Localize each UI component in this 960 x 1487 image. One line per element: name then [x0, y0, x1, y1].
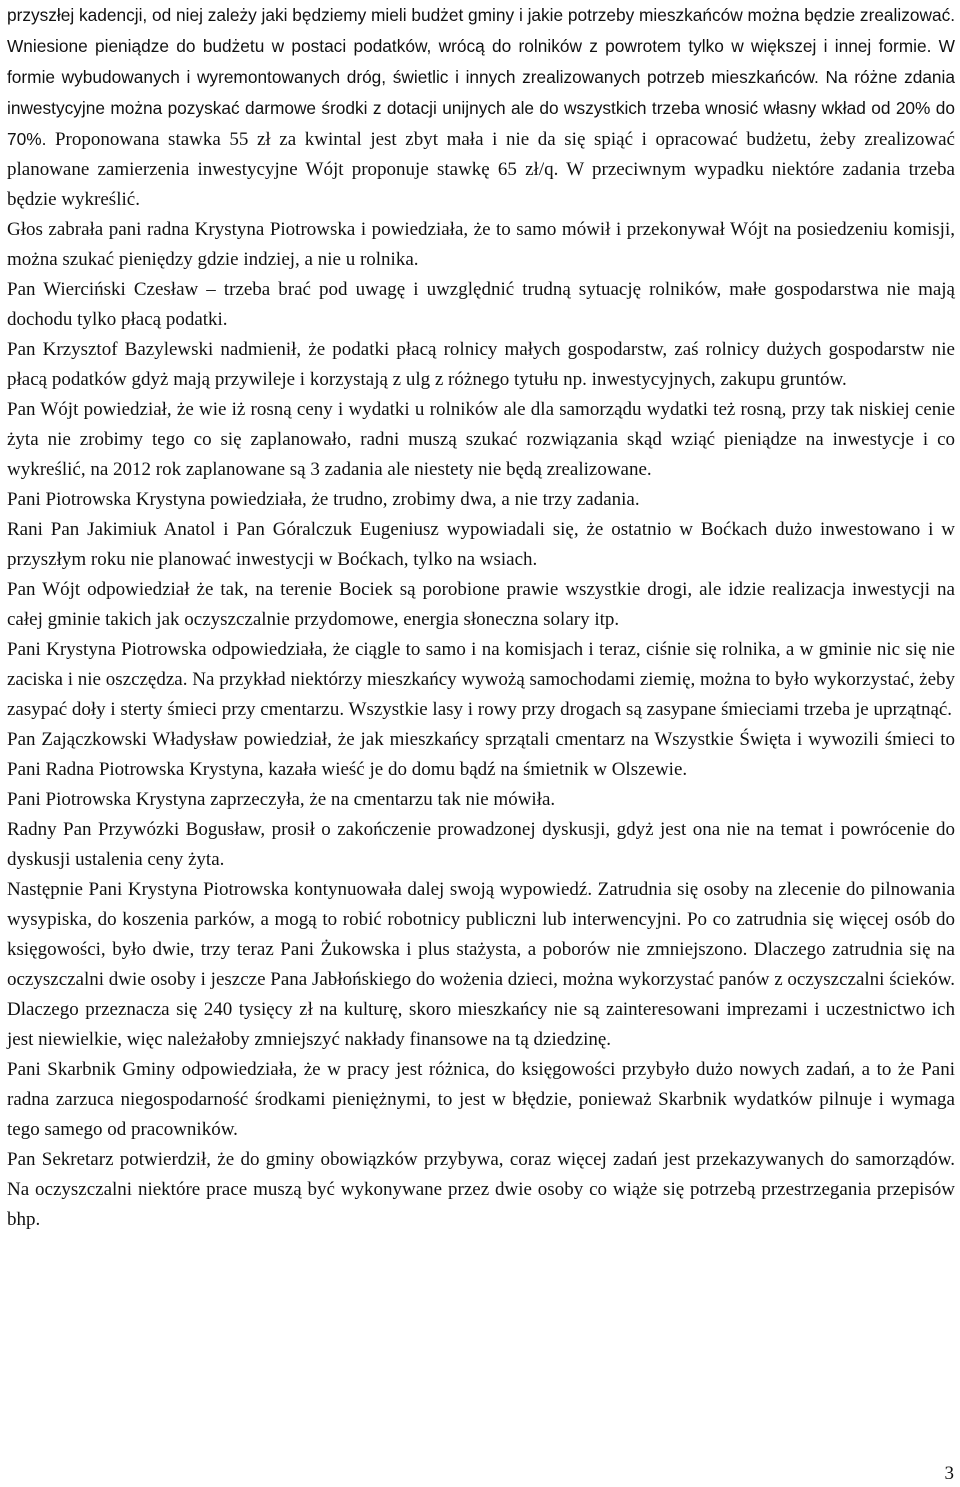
paragraph-11: Pani Piotrowska Krystyna zaprzeczyła, że na cmentarzu tak nie mówiła. [7, 789, 556, 810]
paragraph-8: Pan Wójt odpowiedział że tak, na terenie Bociek są porobione prawie wszystkie drogi, ale idzie realizacja inwestycji na całej gminie takich jak oczyszczalnie przydomowe, energia słoneczna solary itp. [7, 579, 955, 630]
paragraph-9: Pani Krystyna Piotrowska odpowiedziała, że ciągle to samo i na komisjach i teraz, ciśnie się rolnika, a w gminie nic się nie zaciska i nie oszczędza. Na przykład niektórzy mieszkańcy wywożą samochodami ziemię, można to było wykorzystać, żeby zasypać doły i sterty śmieci przy cmentarzu. Wszystkie lasy i rowy przy drogach są zasypane śmieciami trzeba je uprzątnąć. [7, 639, 955, 720]
paragraph-5: Pan Wójt powiedział, że wie iż rosną ceny i wydatki u rolników ale dla samorządu wydatki też rosną, przy tak niskiej cenie żyta nie zrobimy tego co się zaplanowało, radni muszą szukać rozwiązania skąd wziąć pieniądze na inwestycje i co wykreślić, na 2012 rok zaplanowane są 3 zadania ale niestety nie będą zrealizowane. [7, 399, 955, 480]
paragraph-12: Radny Pan Przywózki Bogusław, prosił o zakończenie prowadzonej dyskusji, gdyż jest ona nie na temat i powrócenie do dyskusji ustalenia ceny żyta. [7, 819, 955, 870]
paragraph-7: Rani Pan Jakimiuk Anatol i Pan Góralczuk Eugeniusz wypowiadali się, że ostatnio w Boćkach dużo inwestowano i w przyszłym roku nie planować inwestycji w Boćkach, tylko na wsiach. [7, 519, 955, 570]
paragraph-1-part-2: Proponowana stawka 55 zł za kwintal jest zbyt mała i nie da się spiąć i opracować budżetu, żeby zrealizować planowane zamierzenia inwestycyjne Wójt proponuje stawkę 65 zł/q. W przeciwnym wypadku niektóre zadania trzeba będzie wykreślić. [7, 129, 955, 210]
paragraph-3: Pan Wierciński Czesław – trzeba brać pod uwagę i uwzględnić trudną sytuację rolników, małe gospodarstwa nie mają dochodu tylko płacą podatki. [7, 279, 955, 330]
paragraph-13: Następnie Pani Krystyna Piotrowska kontynuowała dalej swoją wypowiedź. Zatrudnia się osoby na zlecenie do pilnowania wysypiska, do koszenia parków, a mogą to robić robotnicy publiczni lub interwencyjni. Po co zatrudnia się więcej osób do księgowości, było dwie, trzy teraz Pani Żukowska i plus stażysta, a poborów nie zmniejszono. Dlaczego zatrudnia się na oczyszczalni dwie osoby i jeszcze Pana Jabłońskiego do wożenia dzieci, można wykorzystać panów z oczyszczalni ścieków. Dlaczego przeznacza się 240 tysięcy zł na kulturę, skoro mieszkańcy nie są zainteresowani imprezami i uczestnictwo ich jest niewielkie, więc należałoby zmniejszyć nakłady finansowe na tą dziedzinę. [7, 879, 955, 1050]
paragraph-2: Głos zabrała pani radna Krystyna Piotrowska i powiedziała, że to samo mówił i przekonywał Wójt na posiedzeniu komisji, można szukać pieniędzy gdzie indziej, a nie u rolnika. [7, 219, 955, 270]
paragraph-10: Pan Zajączkowski Władysław powiedział, że jak mieszkańcy sprzątali cmentarz na Wszystkie Święta i wywozili śmieci to Pani Radna Piotrowska Krystyna, kazała wieść je do domu bądź na śmietnik w Olszewie. [7, 729, 955, 780]
paragraph-1-part-1: przyszłej kadencji, od niej zależy jaki będziemy mieli budżet gminy i jakie potrzeby mieszkańców można będzie zrealizować. Wniesione pieniądze do budżetu w postaci podatków, wrócą do rolników z powrotem tylko w większej i innej formie. W formie wybudowanych i wyremontowanych dróg, świetlic i innych zrealizowanych potrzeb mieszkańców. Na różne zdania inwestycyjne można pozyskać darmowe środki z dotacji unijnych ale do wszystkich trzeba wnosić własny wkład od 20% do 70%. [7, 5, 956, 149]
document-page [7, 0, 955, 1235]
paragraph-4: Pan Krzysztof Bazylewski nadmienił, że podatki płacą rolnicy małych gospodarstw, zaś rolnicy dużych gospodarstw nie płacą podatków gdyż mają przywileje i korzystają z ulg z różnego tytułu np. inwestycyjnych, zakupu gruntów. [7, 339, 955, 390]
paragraph-15: Pan Sekretarz potwierdził, że do gminy obowiązków przybywa, coraz więcej zadań jest przekazywanych do samorządów. Na oczyszczalni niektóre prace muszą być wykonywane przez dwie osoby co wiąże się potrzebą przestrzegania przepisów bhp. [7, 1149, 955, 1230]
page-number: 3 [944, 1463, 954, 1484]
paragraph-1 [7, 0, 955, 215]
paragraph-6: Pani Piotrowska Krystyna powiedziała, że trudno, zrobimy dwa, a nie trzy zadania. [7, 489, 640, 510]
paragraph-14: Pani Skarbnik Gminy odpowiedziała, że w pracy jest różnica, do księgowości przybyło dużo nowych zadań, a to że Pani radna zarzuca niegospodarność środkami pieniężnymi, to jest w błędzie, ponieważ Skarbnik wydatków pilnuje i wymaga tego samego od pracowników. [7, 1059, 955, 1140]
